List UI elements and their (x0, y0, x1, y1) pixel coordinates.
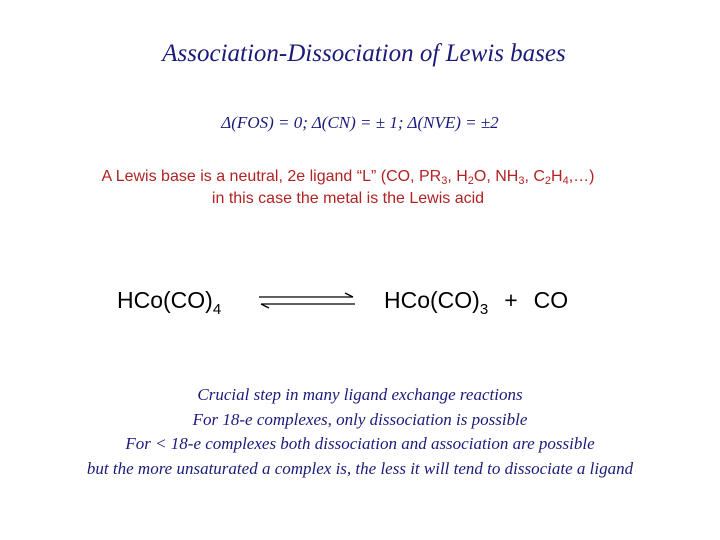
lewis-text-d: , C (524, 168, 545, 185)
equilibrium-arrows-icon (255, 290, 359, 312)
reactant-subscript: 4 (212, 301, 222, 318)
subscript: 2 (544, 175, 552, 187)
lewis-line-2: in this case the metal is the Lewis acid (211, 190, 485, 207)
lewis-text-c: O, NH (473, 168, 519, 185)
lewis-text-e: H (551, 168, 563, 185)
reactant-formula: HCo(CO) (117, 287, 213, 313)
note-line: For 18-e complexes, only dissociation is possible (192, 409, 528, 429)
subscript: 3 (441, 175, 448, 187)
delta-rules: Δ(FOS) = 0; Δ(CN) = ± 1; Δ(NVE) = ±2 (221, 113, 499, 132)
product-subscript: 3 (479, 301, 489, 318)
subscript: 2 (467, 175, 474, 187)
co-ligand: CO (533, 287, 569, 313)
notes (0, 383, 720, 481)
product-formula: HCo(CO) (384, 287, 480, 313)
subscript: 3 (518, 175, 525, 187)
lewis-text-a: A Lewis base is a neutral, 2e ligand “L” (CO, PR (101, 168, 442, 185)
note-line: Crucial step in many ligand exchange reactions (197, 385, 523, 404)
reactant (117, 287, 222, 318)
lewis-text-f: ,…) (568, 168, 595, 185)
plus-sign: + (504, 287, 518, 313)
note-line: but the more unsaturated a complex is, the less it will tend to dissociate a ligand (86, 458, 634, 478)
slide-title: Association-Dissociation of Lewis bases (162, 40, 566, 67)
lewis-line-1 (0, 166, 696, 188)
lewis-text-b: , H (447, 168, 468, 185)
products (384, 287, 569, 318)
note-line: For < 18-e complexes both dissociation and association are possible (125, 434, 595, 453)
lewis-base-definition (0, 166, 696, 210)
subscript: 4 (562, 175, 569, 187)
